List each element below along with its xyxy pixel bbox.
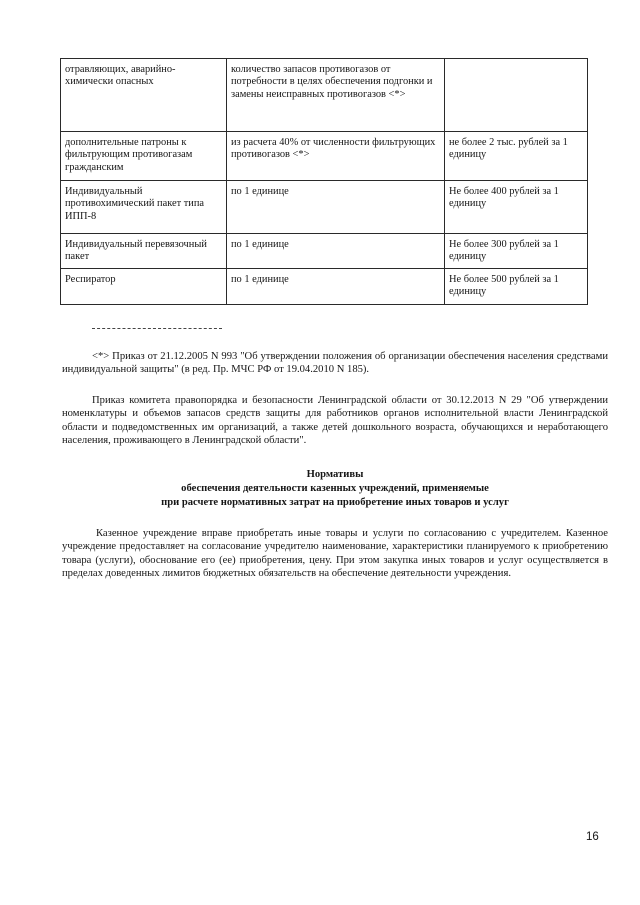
quantity-cell: из расчета 40% от численности фильтрующих противогазов <*> [227, 132, 445, 181]
table-row [61, 132, 588, 181]
item-cell: Респиратор [61, 269, 227, 305]
page-number: 16 [586, 831, 599, 843]
price-cell [445, 59, 588, 132]
price-cell: Не более 400 рублей за 1 единицу [445, 181, 588, 234]
item-cell: отравляющих, аварийно-химически опасных [61, 59, 227, 132]
item-cell: дополнительные патроны к фильтрующим противогазам гражданским [61, 132, 227, 181]
item-cell: Индивидуальный перевязочный пакет [61, 234, 227, 269]
quantity-cell: по 1 единице [227, 269, 445, 305]
price-cell: Не более 500 рублей за 1 единицу [445, 269, 588, 305]
heading-line-3: при расчете нормативных затрат на приобретение иных товаров и услуг [161, 497, 509, 508]
section-heading [62, 468, 608, 510]
item-cell: Индивидуальный противохимический пакет типа ИПП-8 [61, 181, 227, 234]
heading-line-1: Нормативы [306, 469, 364, 480]
table-row [61, 59, 588, 132]
price-cell: не более 2 тыс. рублей за 1 единицу [445, 132, 588, 181]
quantity-cell: по 1 единице [227, 234, 445, 269]
order-paragraph: Приказ комитета правопорядка и безопасности Ленинградской области от 30.12.2013 N 29 "Об утверждении номенклатуры и объемов запасов средств защиты для работников органов исполнительной власти Ленинградской области и подведомственных им организаций, а также детей дошкольного возраста, обучающихся и неработающего населения, проживающего в Ленинградской области". [62, 395, 608, 447]
quantity-cell: по 1 единице [227, 181, 445, 234]
table-row [61, 234, 588, 269]
heading-line-2: обеспечения деятельности казенных учреждений, применяемые [181, 483, 489, 494]
norms-table [60, 58, 588, 305]
footnote-text: <*> Приказ от 21.12.2005 N 993 "Об утверждении положения об организации обеспечения населения средствами индивидуальной защиты" (в ред. Пр. МЧС РФ от 19.04.2010 N 185). [62, 351, 608, 376]
price-cell: Не более 300 рублей за 1 единицу [445, 234, 588, 269]
table-row [61, 269, 588, 305]
body-paragraph: Казенное учреждение вправе приобретать иные товары и услуги по согласованию с учредителем. Казенное учреждение предоставляет на согласование учредителю наименование, характеристики планируемого к приобретению товара (услуги), обоснование его (ее) приобретения, цену. При этом закупка иных товаров и услуг осуществляется в пределах доведенных лимитов бюджетных обязательств на обеспечение деятельности учреждения. [62, 528, 608, 580]
footnote-separator [92, 328, 222, 329]
table-row [61, 181, 588, 234]
quantity-cell: количество запасов противогазов от потребности в целях обеспечения подгонки и замены неисправных противогазов <*> [227, 59, 445, 132]
